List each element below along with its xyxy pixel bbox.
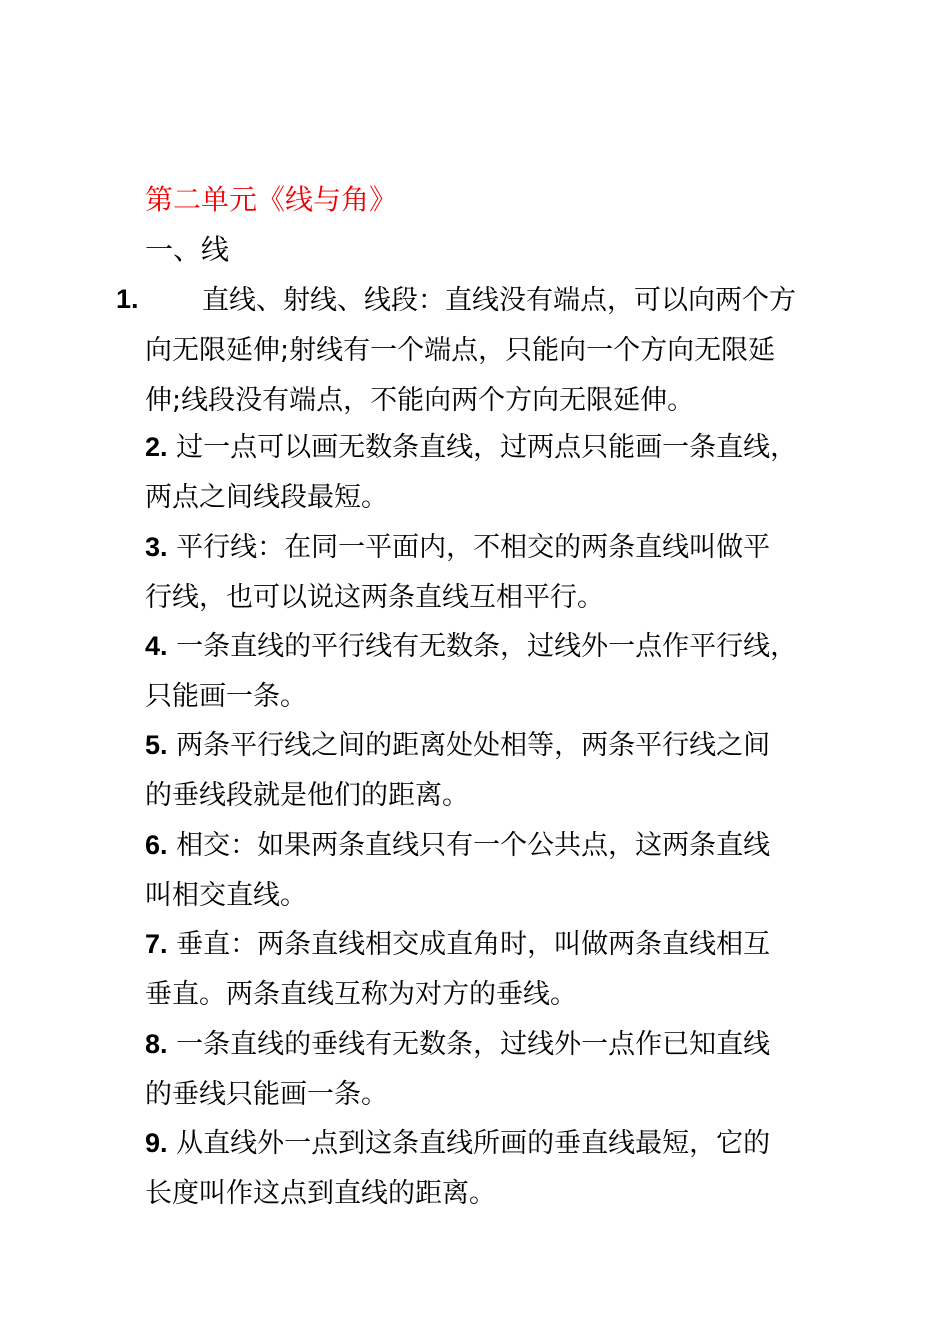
item-number: 2. <box>145 432 168 462</box>
item-number: 3. <box>145 532 168 562</box>
item-number: 4. <box>145 631 168 661</box>
list-item <box>145 919 825 1020</box>
item-text-line: 一条直线的垂线有无数条，过线外一点作已知直线 <box>167 1029 771 1060</box>
list-item <box>145 522 825 623</box>
item-number: 9. <box>145 1128 168 1158</box>
item-number: 8. <box>145 1029 168 1059</box>
item-text-line: 两点之间线段最短。 <box>145 482 388 513</box>
list-item <box>145 621 825 722</box>
item-text-line: 长度叫作这点到直线的距离。 <box>145 1178 496 1209</box>
item-text-line: 一条直线的平行线有无数条，过线外一点作平行线， <box>167 631 798 662</box>
list-item <box>145 1118 825 1219</box>
item-number: 7. <box>145 929 168 959</box>
item-text-line: 只能画一条。 <box>145 681 307 712</box>
item-text-line: 垂直：两条直线相交成直角时，叫做两条直线相互 <box>167 929 771 960</box>
item-text-line: 两条平行线之间的距离处处相等，两条平行线之间 <box>167 730 771 761</box>
item-text-line: 相交：如果两条直线只有一个公共点，这两条直线 <box>167 830 771 861</box>
item-number: 5. <box>145 730 168 760</box>
item-text-line: 过一点可以画无数条直线，过两点只能画一条直线， <box>167 432 798 463</box>
item-text-line: 向无限延伸;射线有一个端点，只能向一个方向无限延 <box>145 335 776 366</box>
item-text-line: 叫相交直线。 <box>145 880 307 911</box>
list-item <box>145 1019 825 1120</box>
item-text-line: 平行线：在同一平面内，不相交的两条直线叫做平 <box>167 532 771 563</box>
item-text-line: 行线，也可以说这两条直线互相平行。 <box>145 582 604 613</box>
item-number: 6. <box>145 830 168 860</box>
item-number: 1. <box>116 284 139 314</box>
item-text-line: 的垂线只能画一条。 <box>145 1079 388 1110</box>
item-text-line: 直线、射线、线段：直线没有端点，可以向两个方 <box>202 285 796 316</box>
list-item <box>145 720 825 821</box>
list-item <box>145 820 825 921</box>
item-text-line: 的垂线段就是他们的距离。 <box>145 780 469 811</box>
item-text-line: 伸;线段没有端点，不能向两个方向无限延伸。 <box>145 385 695 416</box>
list-item <box>145 422 825 523</box>
unit-title: 第二单元《线与角》 <box>145 183 398 216</box>
section-heading: 一、线 <box>145 233 230 266</box>
item-text-line: 垂直。两条直线互称为对方的垂线。 <box>145 979 577 1010</box>
item-text-line: 从直线外一点到这条直线所画的垂直线最短，它的 <box>167 1128 771 1159</box>
list-item <box>145 276 825 426</box>
